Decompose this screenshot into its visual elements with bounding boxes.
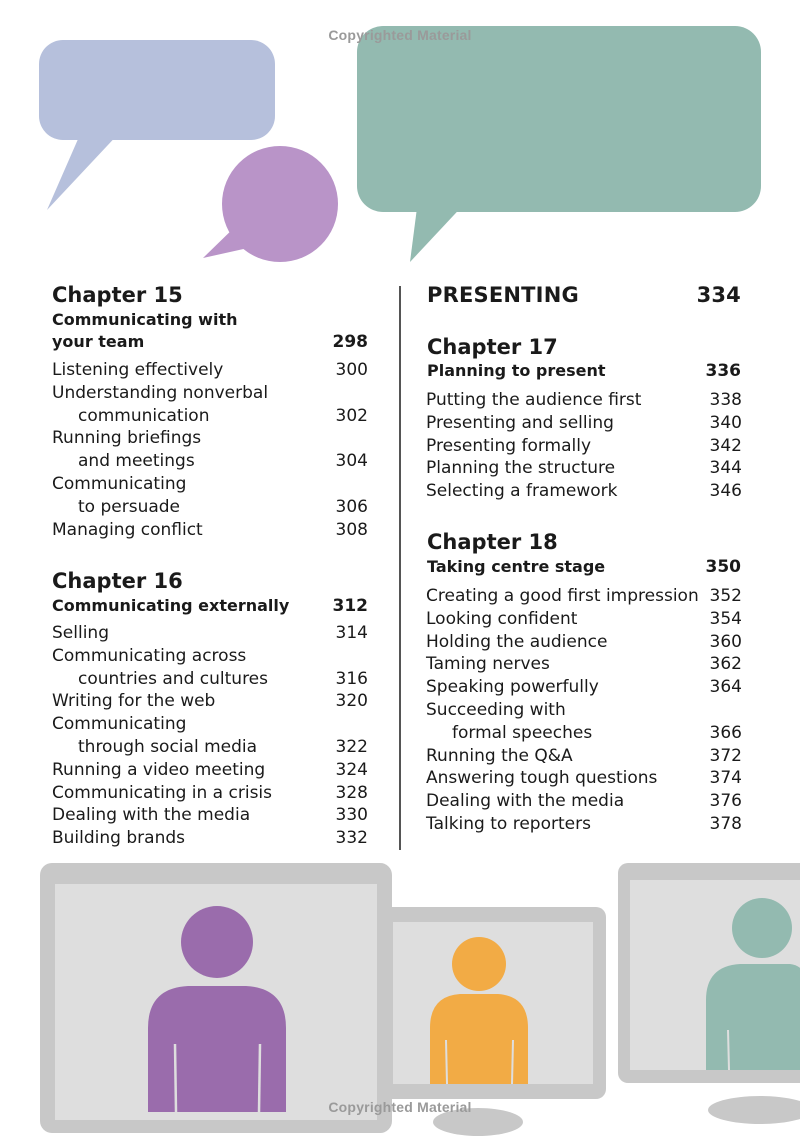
toc-entry-title: Planning the structure (426, 458, 616, 479)
toc-entry-page: 354 (709, 608, 742, 629)
toc-entry-title: Looking confident (426, 608, 578, 629)
toc-entry-title: Running briefings (52, 428, 202, 449)
chapter-15-subtitle-line2: your team (52, 332, 145, 351)
toc-entry-page: 324 (335, 759, 368, 780)
toc-entry-title-continued: countries and cultures (78, 668, 268, 689)
chapter-17-subtitle: Planning to present (427, 361, 606, 380)
toc-entry-title: Answering tough questions (426, 768, 658, 789)
toc-entry-page: 342 (709, 435, 742, 456)
toc-entry-title: Speaking powerfully (426, 677, 599, 698)
toc-entry-page: 338 (709, 390, 742, 410)
toc-entry-title: Dealing with the media (426, 791, 625, 812)
toc-entry-title-continued: and meetings (78, 451, 195, 472)
chapter-17-page: 336 (705, 361, 741, 381)
toc-entry-title: Selecting a framework (426, 481, 618, 502)
monitor-left (40, 863, 392, 1133)
monitor-right (618, 863, 800, 1124)
toc-entry-page: 304 (335, 451, 368, 472)
purple-person-body (148, 986, 286, 1112)
chapter-16-subtitle: Communicating externally (52, 596, 290, 615)
toc-entry-title-continued: to persuade (78, 496, 181, 517)
toc-entry-title: Presenting and selling (426, 412, 614, 433)
toc-entry-title-continued: through social media (78, 737, 258, 757)
purple-speech-bubble (203, 146, 338, 262)
toc-entry-page: 376 (709, 791, 742, 812)
toc-entry-title: Succeeding with (426, 700, 566, 720)
toc-entry-page: 364 (709, 677, 742, 698)
section-page: 334 (696, 283, 741, 307)
toc-entry-page: 302 (335, 405, 368, 426)
column-divider (399, 286, 401, 850)
toc-entry-title: Managing conflict (52, 519, 203, 540)
toc-entry-page: 320 (335, 691, 368, 712)
watermark-top: Copyrighted Material (328, 27, 472, 43)
toc-entry-title-continued: formal speeches (452, 722, 593, 743)
chapter-17-title: Chapter 17 (427, 335, 558, 359)
toc-entry-page: 374 (709, 768, 742, 789)
toc-entry-page: 344 (709, 458, 742, 479)
toc-entry-page: 372 (709, 745, 742, 766)
toc-entry-page: 316 (335, 668, 368, 689)
chapter-15-subtitle-line1: Communicating with (52, 310, 238, 329)
toc-entry-title: Creating a good first impression (426, 586, 699, 606)
toc-entry-title: Writing for the web (52, 691, 216, 712)
toc-entry-page: 308 (335, 519, 368, 540)
toc-entry-page: 300 (335, 360, 368, 380)
teal-speech-bubble (357, 26, 761, 262)
toc-entry-title: Presenting formally (426, 435, 592, 456)
purple-person-head (181, 906, 253, 978)
toc-entry-title: Talking to reporters (426, 814, 591, 834)
watermark-bottom: Copyrighted Material (328, 1099, 472, 1115)
toc-entry-title: Dealing with the media (52, 805, 251, 826)
toc-entry-title: Communicating across (52, 645, 247, 666)
toc-entry-page: 360 (709, 631, 742, 652)
toc-entry-page: 340 (709, 412, 742, 433)
toc-entry-title: Communicating in a crisis (52, 782, 273, 803)
toc-entry-title: Understanding nonverbal (52, 382, 269, 403)
chapter-15-title: Chapter 15 (52, 283, 183, 307)
toc-entry-page: 378 (709, 814, 742, 834)
chapter-18-subtitle: Taking centre stage (427, 557, 606, 576)
toc-entry-title: Holding the audience (426, 631, 608, 652)
toc-entry-title: Putting the audience first (426, 390, 642, 410)
toc-entry-page: 328 (335, 782, 368, 803)
toc-entry-page: 322 (335, 737, 368, 757)
chapter-16-page: 312 (332, 596, 368, 616)
toc-entry-page: 352 (709, 586, 742, 606)
orange-person-head (452, 937, 506, 991)
toc-entry-title-continued: communication (78, 405, 210, 426)
toc-entry-page: 314 (335, 623, 368, 643)
toc-entry-page: 362 (709, 654, 742, 675)
chapter-18-title: Chapter 18 (427, 530, 558, 554)
toc-entry-page: 366 (709, 722, 742, 743)
toc-entry-title: Listening effectively (52, 360, 224, 380)
toc-entry-page: 306 (335, 496, 368, 517)
teal-person-body (706, 964, 800, 1070)
toc-entry-page: 346 (709, 481, 742, 502)
toc-entry-title: Building brands (52, 828, 185, 849)
chapter-15-page: 298 (332, 332, 368, 352)
toc-entry-page: 330 (335, 805, 368, 826)
teal-person-head (732, 898, 792, 958)
toc-entry-title: Selling (52, 623, 109, 643)
toc-entry-title: Running a video meeting (52, 759, 266, 780)
toc-entry-page: 332 (335, 828, 368, 849)
toc-entry-title: Taming nerves (426, 654, 550, 675)
section-title: PRESENTING (427, 283, 579, 307)
toc-entry-title: Communicating (52, 474, 187, 494)
chapter-16-title: Chapter 16 (52, 569, 183, 593)
toc-entry-title: Communicating (52, 714, 187, 735)
chapter-18-page: 350 (705, 557, 741, 577)
toc-entry-title: Running the Q&A (426, 745, 573, 766)
